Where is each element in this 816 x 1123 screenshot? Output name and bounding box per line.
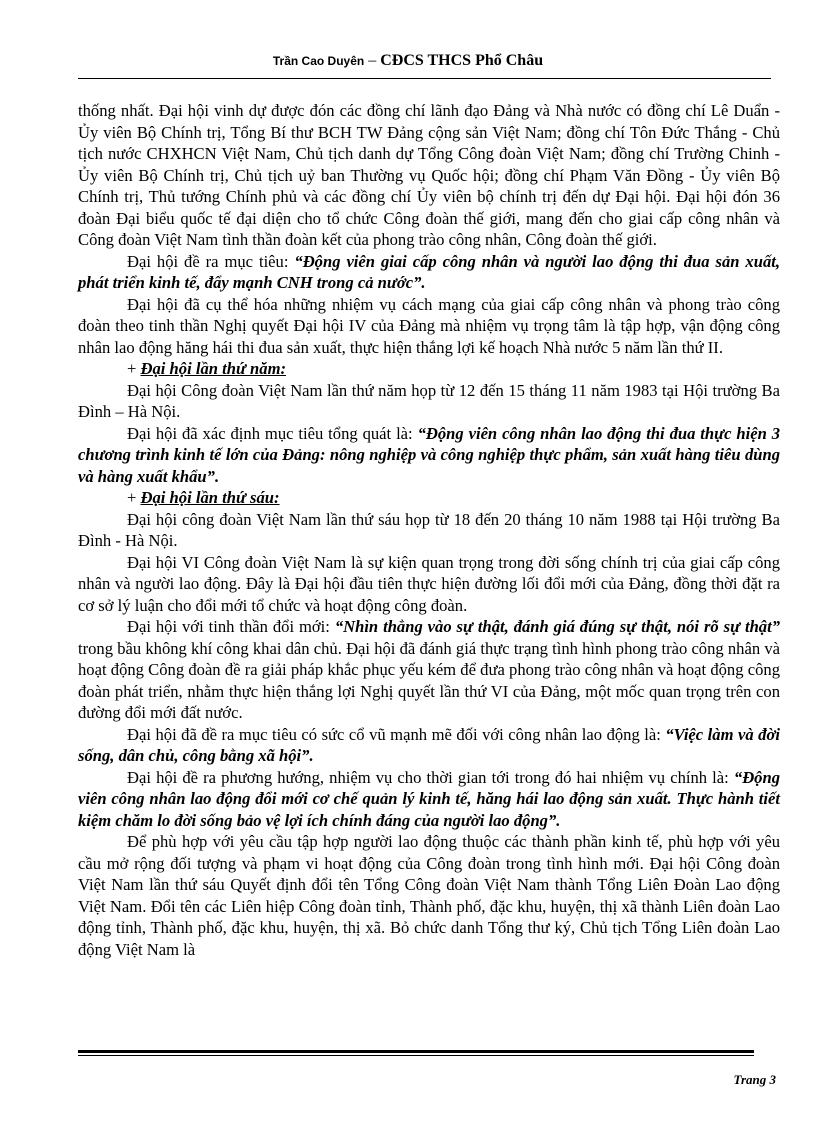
- paragraph-2: [78, 251, 780, 294]
- heading-5-title: Đại hội lần thứ năm:: [140, 359, 287, 378]
- footer-rule-thin: [78, 1055, 754, 1056]
- paragraph-5-quote: “Động viên công nhân lao động thi đua thực hiện 3 chương trình kinh tế lớn của Đảng: nông nghiệp và công nghiệp thực phẩm, sản xuất hàng tiêu dùng và hàng xuất khẩu”.: [78, 423, 780, 486]
- heading-6-title: Đại hội lần thứ sáu:: [140, 488, 280, 507]
- paragraph-8-lead: Đại hội với tinh thần đổi mới:: [127, 617, 335, 636]
- paragraph-8-quote: “Nhìn thẳng vào sự thật, đánh giá đúng sự thật, nói rõ sự thật”: [334, 617, 781, 636]
- paragraph-10: [78, 767, 780, 832]
- heading-5-prefix: +: [127, 359, 141, 378]
- paragraph-7: Đại hội VI Công đoàn Việt Nam là sự kiện quan trọng trong đời sống chính trị của giai cấp công nhân và người lao động. Đây là Đại hội đầu tiên thực hiện đường lối đổi mới của Đảng, đồng thời đặt ra cơ sở lý luận cho đổi mới tổ chức và hoạt động công đoàn.: [78, 552, 780, 615]
- document-body: [78, 100, 780, 960]
- paragraph-10-quote: “Động viên công nhân lao động đổi mới cơ chế quản lý kinh tế, hăng hái lao động sản xuất. Thực hành tiết kiệm chăm lo đời sống bảo vệ lợi ích chính đáng của người lao động”.: [78, 767, 780, 830]
- header-rule: [78, 78, 771, 79]
- paragraph-5: [78, 423, 780, 488]
- paragraph-6: Đại hội công đoàn Việt Nam lần thứ sáu họp từ 18 đến 20 tháng 10 năm 1988 tại Hội trường Ba Đình - Hà Nội.: [78, 509, 780, 550]
- paragraph-10-lead: Đại hội đề ra phương hướng, nhiệm vụ cho thời gian tới trong đó hai nhiệm vụ chính là:: [127, 767, 734, 787]
- header-author: Trần Cao Duyên: [272, 54, 365, 68]
- header-organization: CĐCS THCS Phổ Châu: [380, 52, 544, 69]
- paragraph-9: [78, 724, 780, 767]
- paragraph-8-tail: trong bầu không khí công khai dân chủ. Đại hội đã đánh giá thực trạng tình hình phong trào công nhân và hoạt động Công đoàn đề ra giải pháp khắc phục yếu kém để đưa phong trào công nhân và hoạt động công đoàn phát triển, nhằm thực hiện thắng lợi Nghị quyết lần thứ VI của Đảng, một mốc quan trọng trên con đường đổi mới đất nước.: [78, 638, 780, 722]
- section-heading-6: [78, 487, 780, 509]
- header-separator: –: [368, 52, 377, 69]
- page-header: [0, 52, 816, 70]
- paragraph-2-quote: “Động viên giai cấp công nhân và người lao động thi đua sản xuất, phát triển kinh tế, đẩy mạnh CNH trong cả nước”.: [78, 251, 780, 292]
- paragraph-3: Đại hội đã cụ thể hóa những nhiệm vụ cách mạng của giai cấp công nhân và phong trào công đoàn theo tinh thần Nghị quyết Đại hội IV của Đảng mà nhiệm vụ trọng tâm là tập hợp, vận động công nhân lao động hăng hái thi đua sản xuất, thực hiện thắng lợi kế hoạch Nhà nước 5 năm lần thứ II.: [78, 294, 780, 357]
- paragraph-9-lead: Đại hội đã đề ra mục tiêu có sức cổ vũ mạnh mẽ đối với công nhân lao động là:: [127, 724, 666, 744]
- paragraph-2-lead: Đại hội đề ra mục tiêu:: [127, 251, 295, 271]
- paragraph-5-lead: Đại hội đã xác định mục tiêu tổng quát là:: [127, 423, 418, 443]
- paragraph-8: [78, 616, 780, 724]
- paragraph-9-quote: “Việc làm và đời sống, dân chủ, công bằng xã hội”.: [78, 724, 780, 765]
- paragraph-4: Đại hội Công đoàn Việt Nam lần thứ năm họp từ 12 đến 15 tháng 11 năm 1983 tại Hội trường Ba Đình – Hà Nội.: [78, 380, 780, 421]
- footer-rule-thick: [78, 1050, 754, 1053]
- page-number: Trang 3: [733, 1072, 776, 1087]
- heading-6-prefix: +: [127, 488, 141, 507]
- section-heading-5: [78, 358, 780, 380]
- paragraph-11: Để phù hợp với yêu cầu tập hợp người lao động thuộc các thành phần kinh tế, phù hợp với yêu cầu mở rộng đối tượng và phạm vi hoạt động của Công đoàn trong tình hình mới. Đại hội Công đoàn Việt Nam lần thứ sáu Quyết định đổi tên Tổng Công đoàn Việt Nam thành Tổng Liên Đoàn Lao động Việt Nam. Đổi tên các Liên hiệp Công đoàn tỉnh, Thành phố, đặc khu, huyện, thị xã thành Liên đoàn Lao động tỉnh, Thành phố, đặc khu, huyện, thị xã. Bỏ chức danh Tổng thư ký, Chủ tịch Tổng Liên đoàn Lao động Việt Nam là: [78, 832, 780, 959]
- paragraph-1: thống nhất. Đại hội vinh dự được đón các đồng chí lãnh đạo Đảng và Nhà nước có đồng chí Lê Duẩn - Ủy viên Bộ Chính trị, Tổng Bí thư BCH TW Đảng cộng sản Việt Nam; đồng chí Tôn Đức Thắng - Chủ tịch nước CHXHCN Việt Nam, Chủ tịch danh dự Tổng Công đoàn Việt Nam; đồng chí Trường Chinh - Ủy viên Bộ Chính trị, Chủ tịch uỷ ban Thường vụ Quốc hội; đồng chí Phạm Văn Đồng - Ủy viên Bộ Chính trị, Thủ tướng Chính phủ và các đồng chí Ủy viên bộ chính trị đến dự Đại hội. Đại hội đón 36 đoàn Đại biểu quốc tế đại diện cho tổ chức Công đoàn thế giới, mang đến cho giai cấp công nhân và Công đoàn Việt Nam tình thần đoàn kết của phong trào công nhân, Công đoàn thế giới.: [78, 101, 780, 249]
